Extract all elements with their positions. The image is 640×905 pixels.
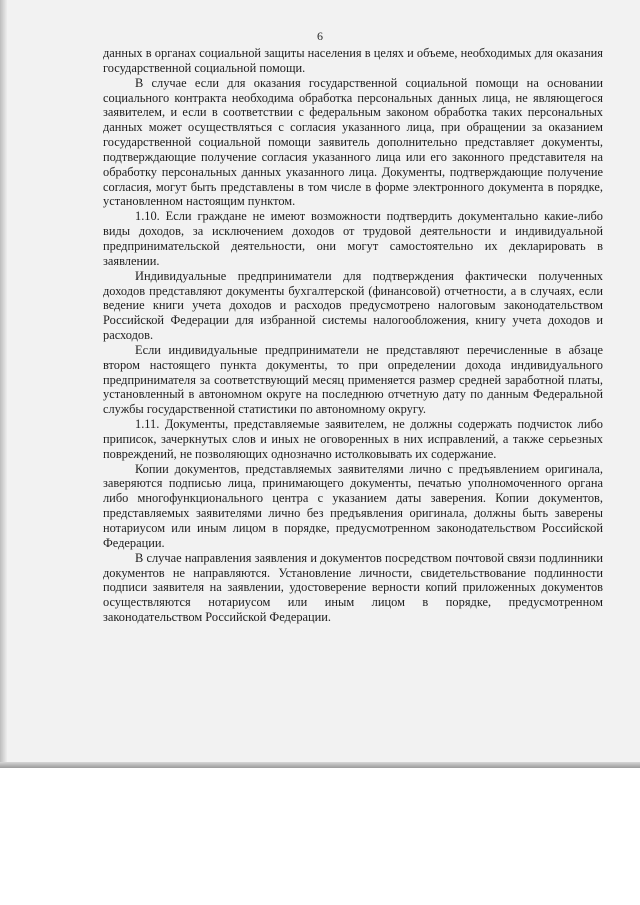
- document-body: [103, 46, 603, 625]
- paragraph: 1.10. Если граждане не имеют возможности подтвердить документально какие-либо виды доходов, за исключением доходов от трудовой деятельности и индивидуальной предпринимательской деятельности, они могут самостоятельно их декларировать в заявлении.: [103, 209, 603, 268]
- paragraph: Копии документов, представляемых заявителями лично с предъявлением оригинала, заверяются подписью лица, принимающего документы, печатью уполномоченного органа либо многофункционального центра с указанием даты заверения. Копии документов, представляемых заявителями лично без предъявления оригинала, должны быть заверены нотариусом или иным лицом в порядке, предусмотренном законодательством Российской Федерации.: [103, 461, 603, 550]
- paragraph: Индивидуальные предприниматели для подтверждения фактически полученных доходов представляют документы бухгалтерской (финансовой) отчетности, а в случаях, если ведение книги учета доходов и расходов предусмотрено налоговым законодательством Российской Федерации для избранной системы налогообложения, книгу учета доходов и расходов.: [103, 268, 603, 343]
- scan-bottom-edge: [0, 762, 640, 768]
- page-number: 6: [317, 29, 323, 43]
- paragraph: В случае если для оказания государственной социальной помощи на основании социального контракта необходима обработка персональных данных лица, не являющегося заявителем, и если в соответствии с федеральным законом обработка таких персональных данных может осуществляться с согласия указанного лица, при обращении за оказанием государственной социальной помощи заявитель дополнительно представляет документы, подтверждающие получение согласия указанного лица или его законного представителя на обработку персональных данных указанного лица. Документы, подтверждающие получение согласия, могут быть представлены в том числе в форме электронного документа в порядке, установленном настоящим пунктом.: [103, 75, 603, 209]
- paragraph: данных в органах социальной защиты населения в целях и объеме, необходимых для оказания государственной социальной помощи.: [103, 46, 603, 75]
- scan-left-edge: [0, 0, 7, 768]
- paragraph: Если индивидуальные предприниматели не представляют перечисленные в абзаце втором настоящего пункта документы, то при определении дохода индивидуального предпринимателя за соответствующий месяц применяется размер средней заработной платы, установленный в автономном округе на последнюю отчетную дату по данным Федеральной службы государственной статистики по автономному округу.: [103, 342, 603, 417]
- paragraph: 1.11. Документы, представляемые заявителем, не должны содержать подчисток либо приписок, зачеркнутых слов и иных не оговоренных в них исправлений, а также серьезных повреждений, не позволяющих однозначно истолковывать их содержание.: [103, 417, 603, 461]
- paragraph: В случае направления заявления и документов посредством почтовой связи подлинники документов не направляются. Установление личности, свидетельствование подлинности подписи заявителя на заявлении, удостоверение верности копий приложенных документов осуществляются нотариусом или иным лицом в порядке, предусмотренном законодательством Российской Федерации.: [103, 550, 603, 625]
